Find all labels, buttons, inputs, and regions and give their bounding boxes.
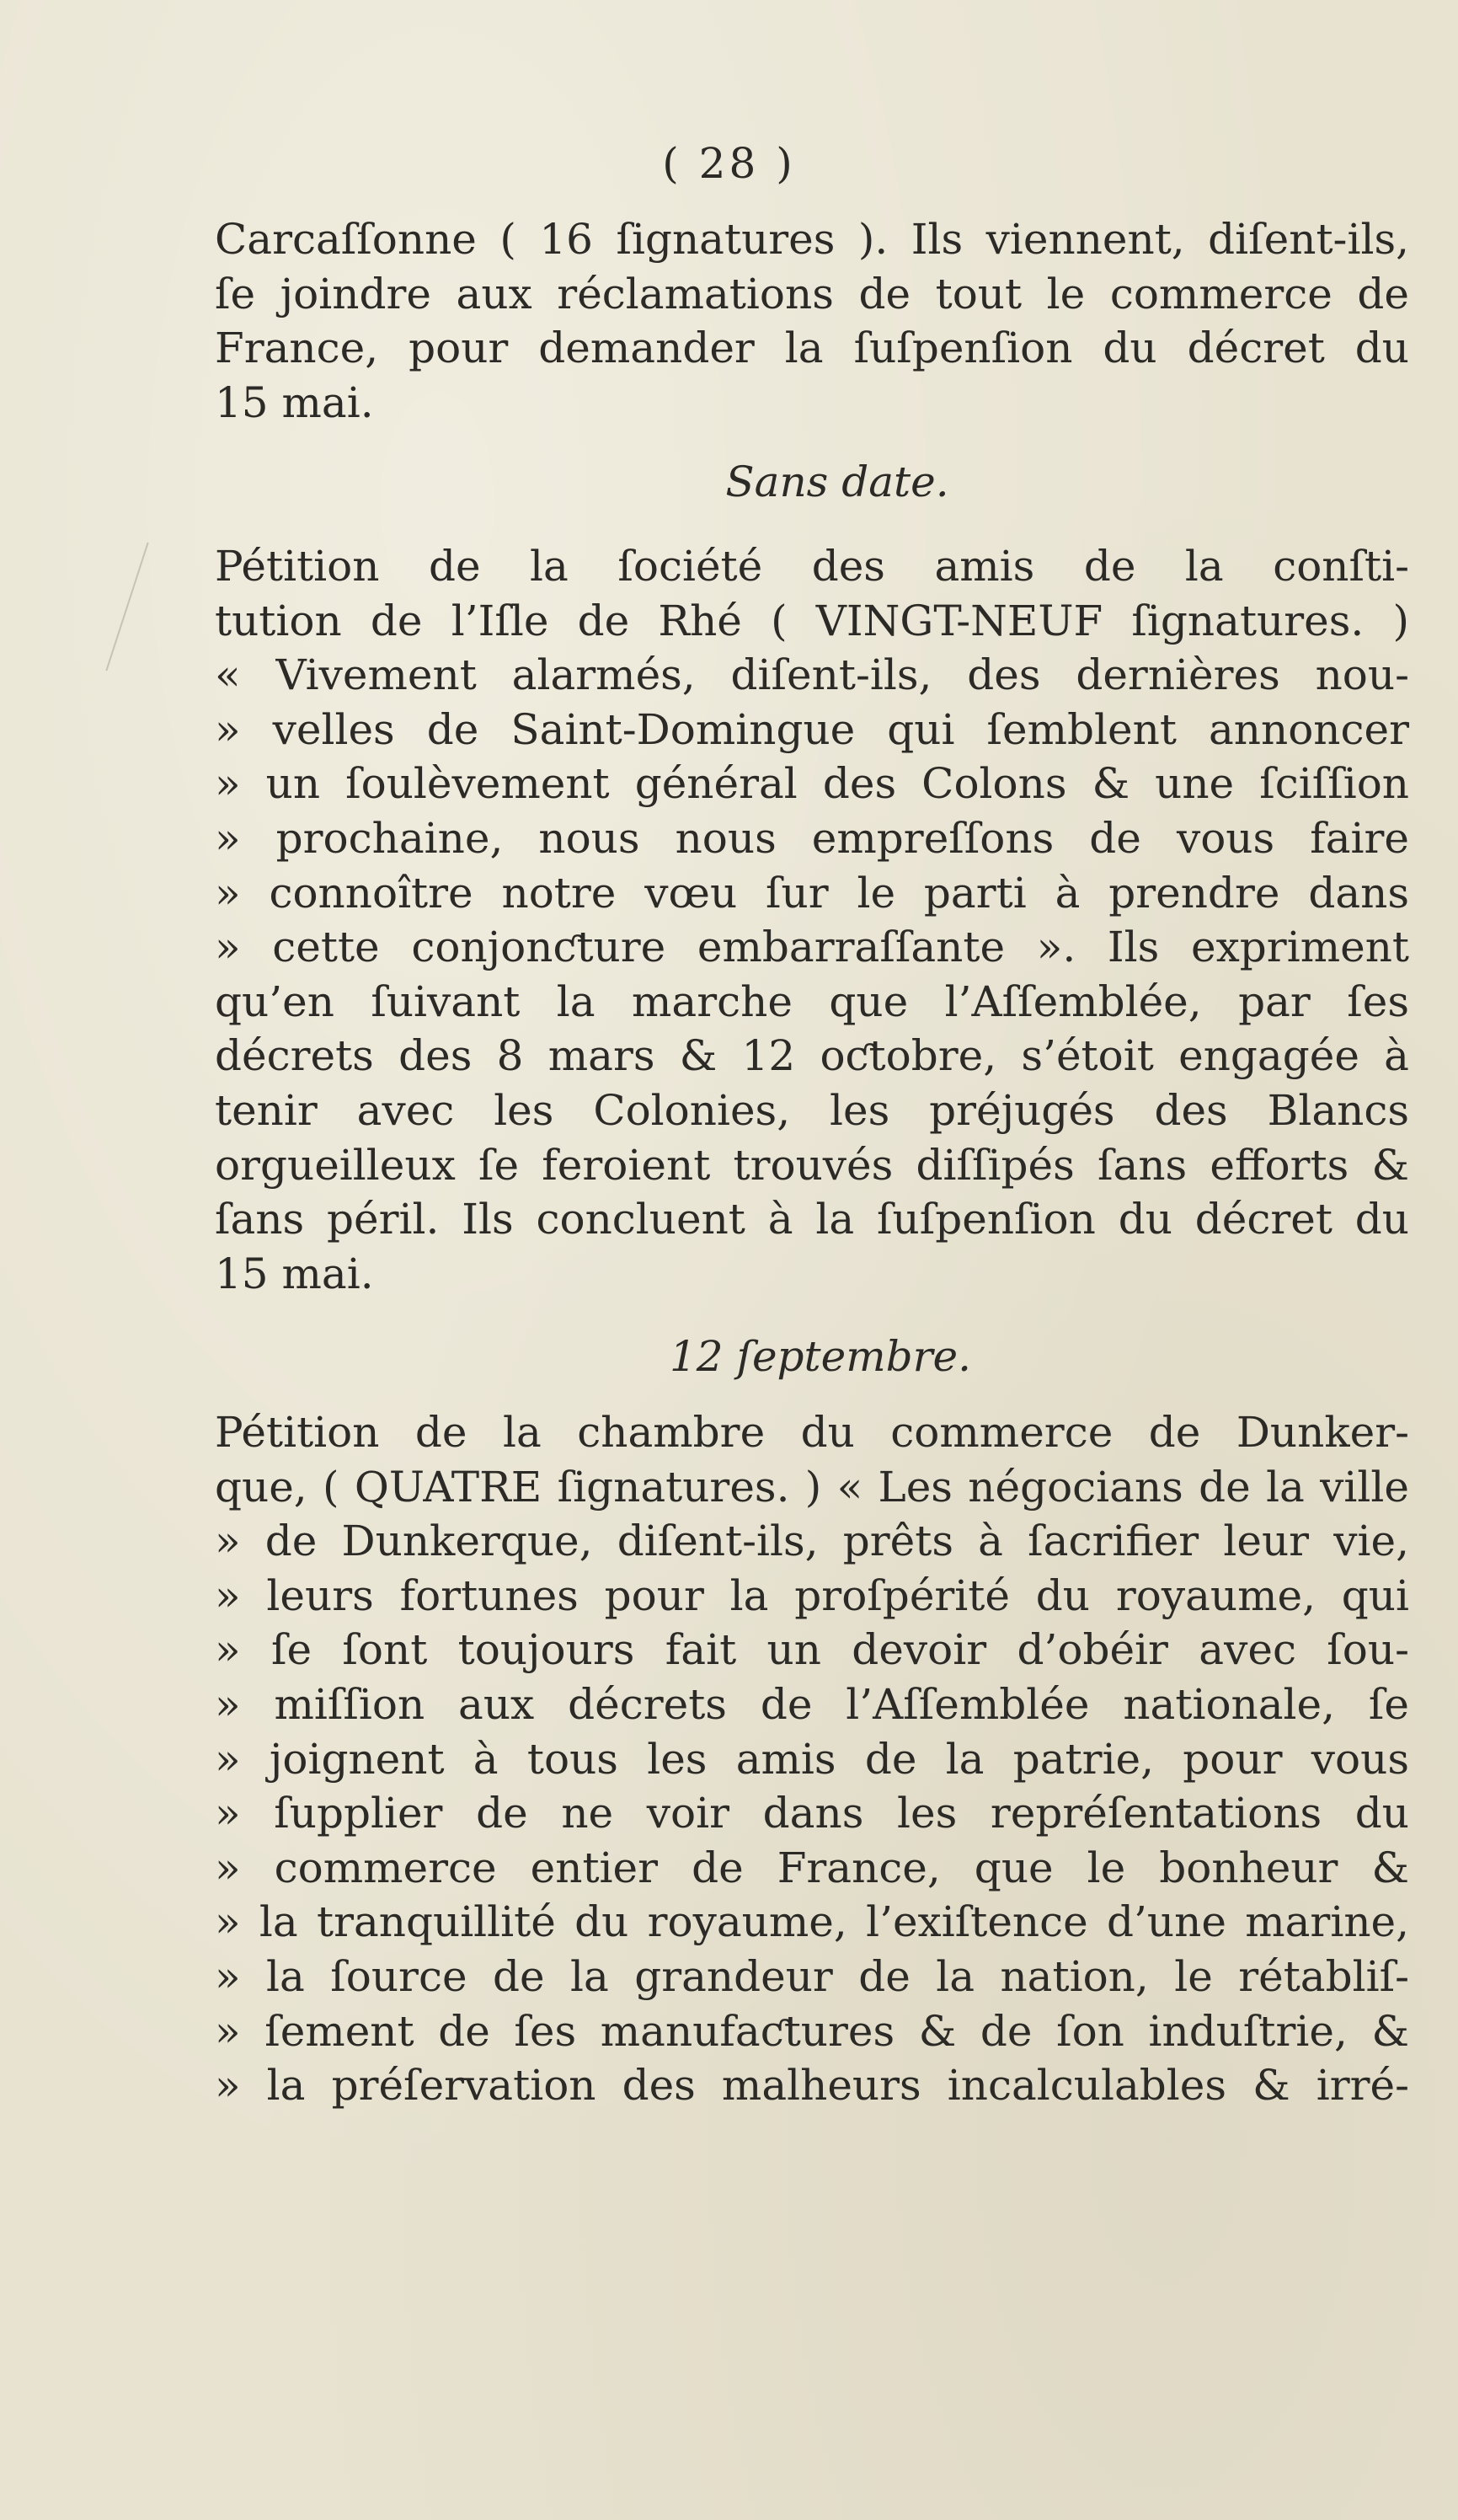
page-number: ( 28 ) xyxy=(662,139,796,188)
text-line: « Vivement alarmés, diſent-ils, des dernières nou- xyxy=(215,650,1409,700)
text-line: orgueilleux ſe feroient trouvés diſſipés ſans efforts & xyxy=(215,1140,1409,1190)
paragraph-ile-de-re xyxy=(215,539,1409,1301)
text-line: » ſupplier de ne voir dans les repréſentations du xyxy=(215,1789,1409,1838)
text-line: que, ( QUATRE ſignatures. ) « Les négocians de la ville xyxy=(215,1462,1409,1511)
text-line: » commerce entier de France, que le bonheur & xyxy=(215,1843,1409,1892)
text-line: Pétition de la ſociété des amis de la conſti- xyxy=(215,542,1409,591)
section-heading: Sans date. xyxy=(725,457,949,506)
text-line: tenir avec les Colonies, les préjugés des Blancs xyxy=(215,1085,1409,1135)
text-line: ſans péril. Ils concluent à la ſuſpenſion du décret du xyxy=(215,1195,1409,1244)
text-line: » ſe ſont toujours fait un devoir d’obéir avec ſou- xyxy=(215,1625,1409,1675)
text-line: » un ſoulèvement général des Colons & une ſciſſion xyxy=(215,759,1409,809)
paragraph-carcassonne xyxy=(215,212,1409,430)
text-line: » miſſion aux décrets de l’Aſſemblée nationale, ſe xyxy=(215,1679,1409,1729)
text-line: Pétition de la chambre du commerce de Dunker- xyxy=(215,1408,1409,1457)
text-line: qu’en ſuivant la marche que l’Aſſemblée, par ſes xyxy=(215,976,1409,1026)
section-heading: 12 ſeptembre. xyxy=(669,1332,972,1381)
text-line: » prochaine, nous nous empreſſons de vous faire xyxy=(215,813,1409,863)
paragraph-dunkerque xyxy=(215,1405,1409,2113)
text-line: » velles de Saint-Domingue qui ſemblent annoncer xyxy=(215,704,1409,754)
text-line: » ſement de ſes manufaƈtures & de ſon induſtrie, & xyxy=(215,2006,1409,2056)
text-line: » joignent à tous les amis de la patrie, pour vous xyxy=(215,1734,1409,1784)
text-line: » de Dunkerque, diſent-ils, prêts à ſacrifier leur vie, xyxy=(215,1517,1409,1566)
text-line: » la préſervation des malheurs incalculables & irré- xyxy=(215,2061,1409,2111)
text-line: France, pour demander la ſuſpenſion du décret du xyxy=(215,324,1409,373)
text-line: 15 mai. xyxy=(215,377,374,427)
text-line: décrets des 8 mars & 12 oƈtobre, s’étoit engagée à xyxy=(215,1031,1409,1081)
text-line: 15 mai. xyxy=(215,1249,374,1298)
text-line: » la tranquillité du royaume, l’exiſtence d’une marine, xyxy=(215,1897,1409,1947)
text-line: Carcaſſonne ( 16 ſignatures ). Ils viennent, diſent-ils, xyxy=(215,215,1409,264)
section-heading-12-septembre xyxy=(215,1330,1409,1384)
page-crease xyxy=(105,543,148,671)
text-line: » leurs fortunes pour la proſpérité du royaume, qui xyxy=(215,1570,1409,1620)
section-heading-sans-date xyxy=(215,455,1409,510)
text-line: » la ſource de la grandeur de la nation, le rétabliſ- xyxy=(215,1951,1409,2001)
text-line: » cette conjonƈture embarraſſante ». Ils expriment xyxy=(215,923,1409,972)
text-line: ſe joindre aux réclamations de tout le commerce de xyxy=(215,269,1409,318)
text-line: tution de l’Iſle de Rhé ( VINGT-NEUF ſignatures. ) xyxy=(215,596,1409,645)
text-line: » connoître notre vœu ſur le parti à prendre dans xyxy=(215,868,1409,918)
